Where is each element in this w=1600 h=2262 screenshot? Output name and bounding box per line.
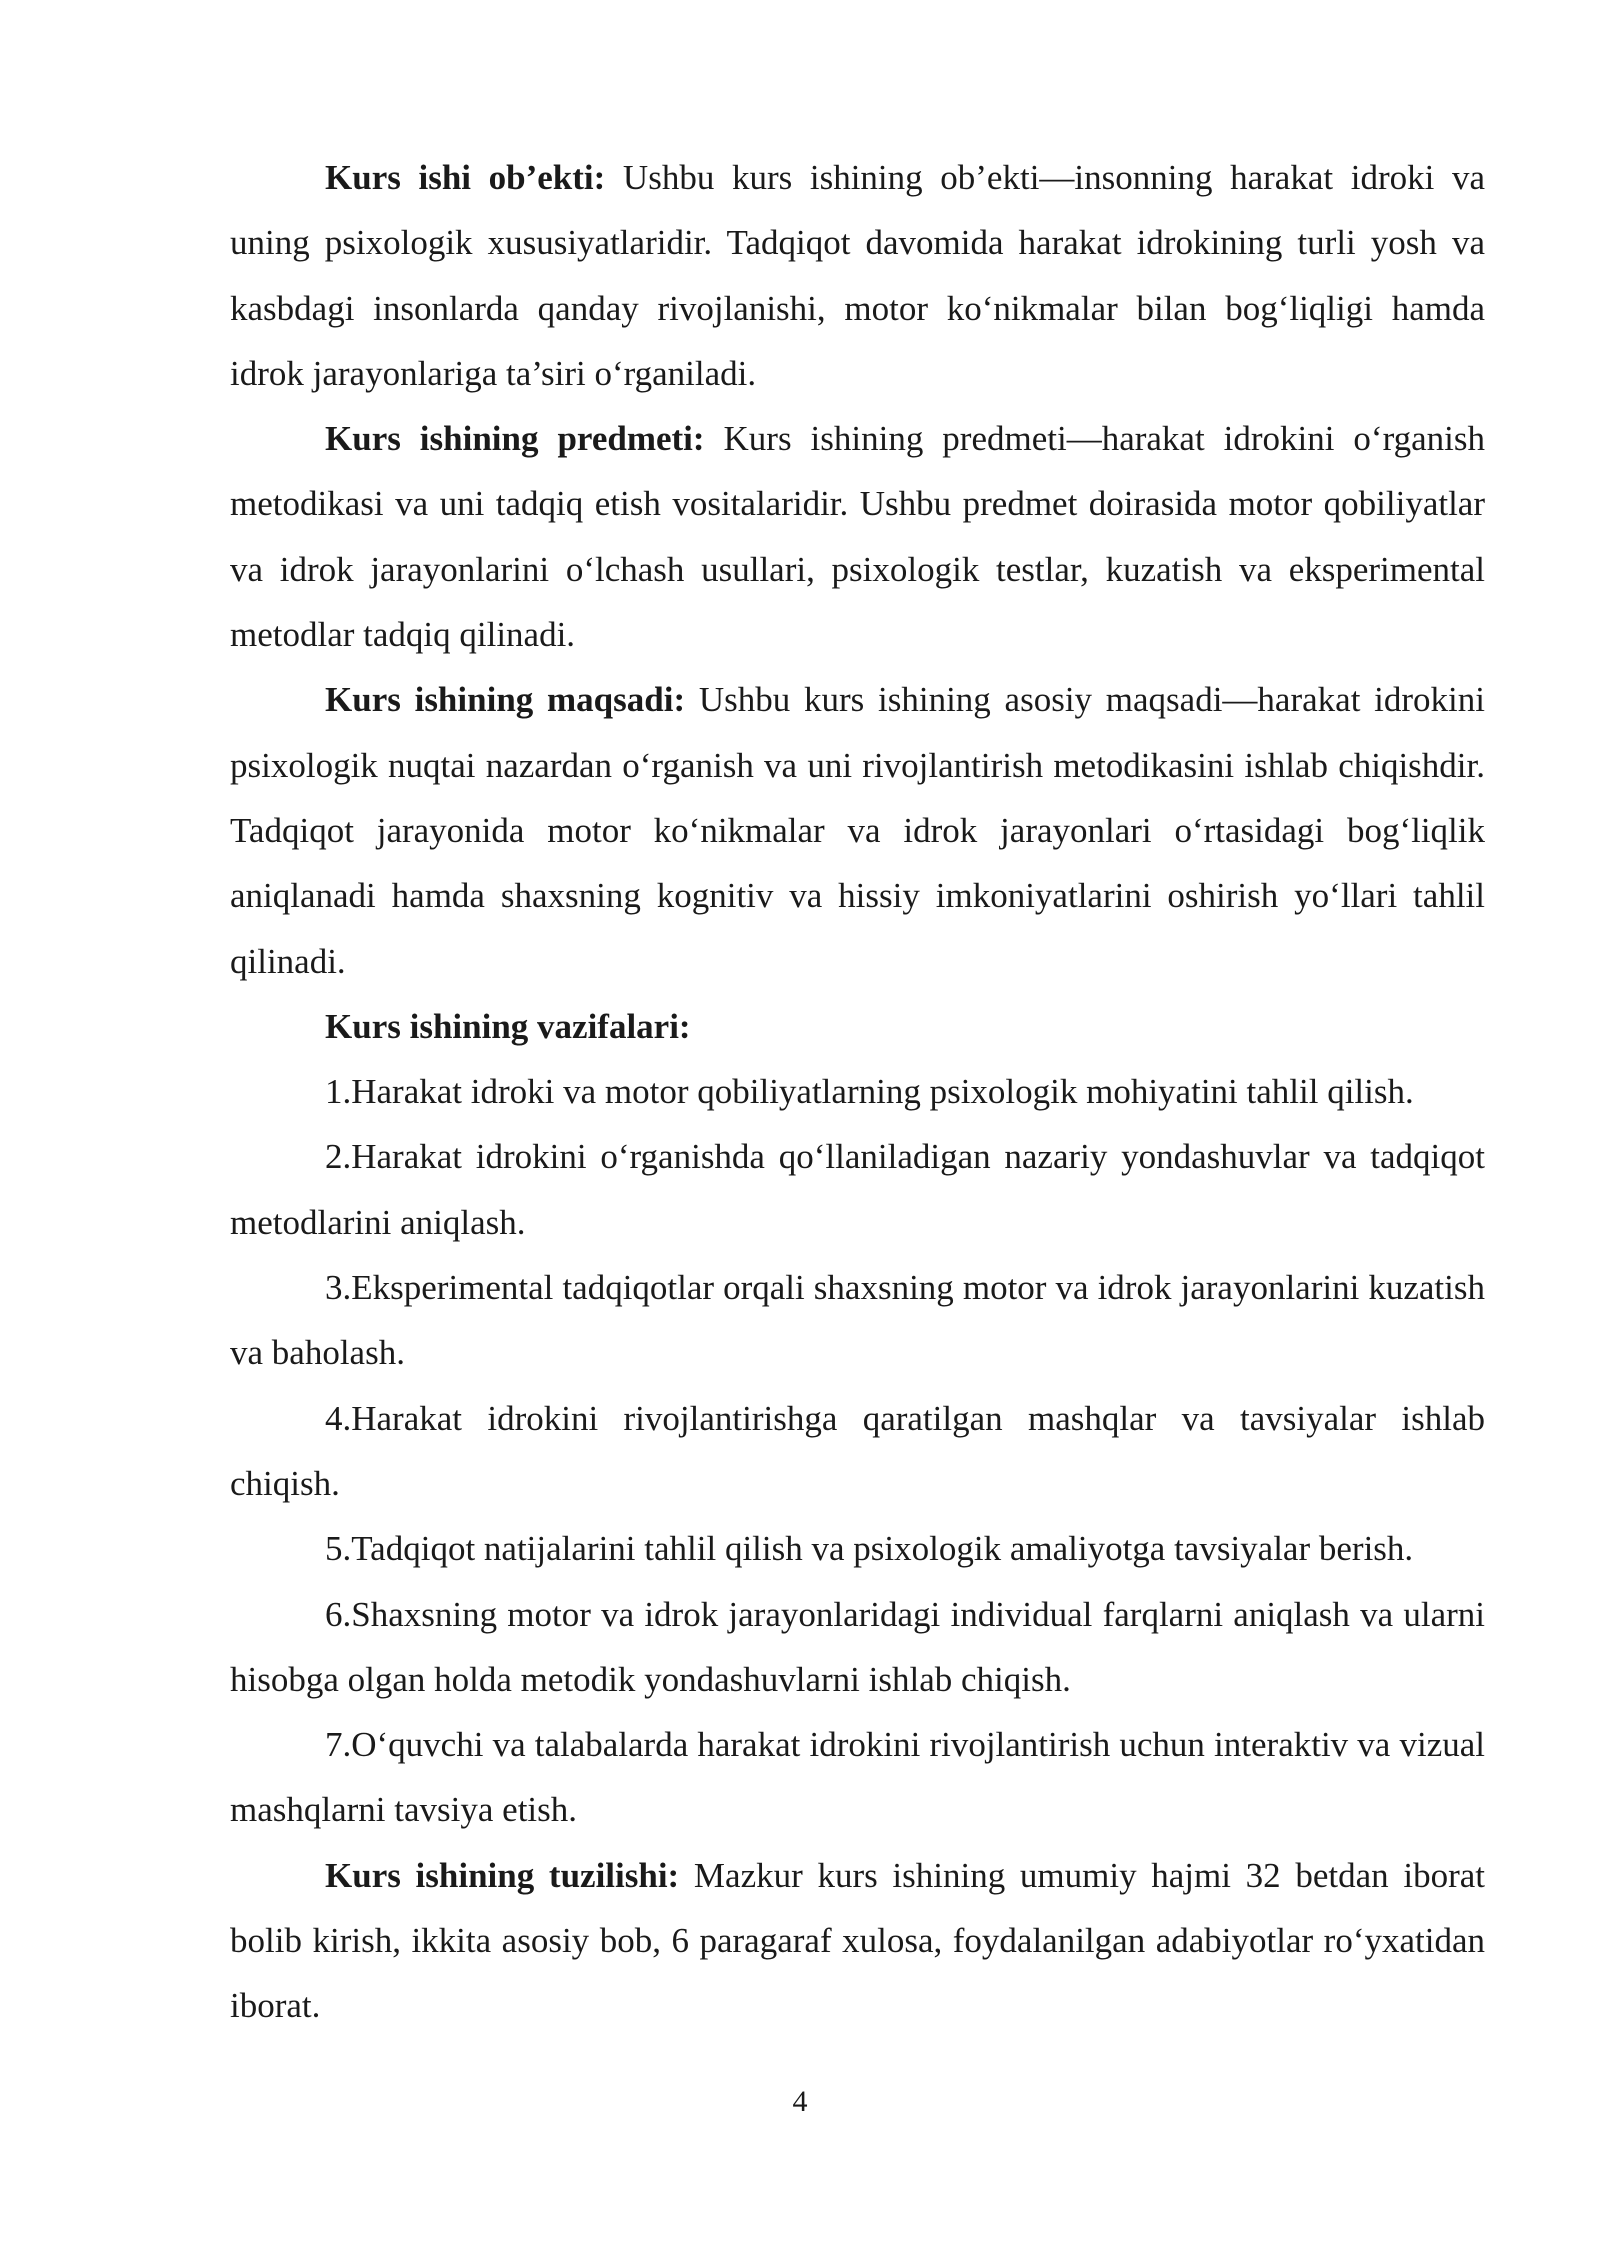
object-text: Ushbu kurs ishining ob’ekti—insonning harakat idroki va uning psixologik xususiyatlaridir. Tadqiqot davomida harakat idrokining turli yosh va kasbdagi insonlarda qanday rivojlanishi, motor ko‘nikmalar bilan bog‘liqligi hamda idrok jarayonlariga ta’siri o‘rganiladi. — [230, 158, 1485, 393]
tasks-heading: Kurs ishining vazifalari: — [325, 1006, 691, 1046]
page-number: 4 — [792, 2085, 808, 2118]
task-item-6: 6.Shaxsning motor va idrok jarayonlaridagi individual farqlarni aniqlash va ularni hisobga olgan holda metodik yondashuvlarni ishlab chiqish. — [230, 1594, 1485, 1699]
structure-label: Kurs ishining tuzilishi: — [325, 1855, 680, 1895]
task-item-7: 7.O‘quvchi va talabalarda harakat idrokini rivojlantirish uchun interaktiv va vizual mashqlarni tavsiya etish. — [230, 1725, 1485, 1830]
task-item-4: 4.Harakat idrokini rivojlantirishga qaratilgan mashqlar va tavsiyalar ishlab chiqish. — [230, 1398, 1485, 1503]
task-item-1: 1.Harakat idroki va motor qobiliyatlarning psixologik mohiyatini tahlil qilish. — [325, 1072, 1414, 1112]
goal-text: Ushbu kurs ishining asosiy maqsadi—harakat idrokini psixologik nuqtai nazardan o‘rganish va uni rivojlantirish metodikasini ishlab chiqishdir. Tadqiqot jarayonida motor ko‘nikmalar va idrok jarayonlari o‘rtasidagi bog‘liqlik aniqlanadi hamda shaxsning kognitiv va hissiy imkoniyatlarini oshirish yo‘llari tahlil qilinadi. — [230, 680, 1485, 981]
document-page — [230, 145, 1485, 2039]
object-label: Kurs ishi ob’ekti: — [325, 158, 606, 197]
subject-label: Kurs ishining predmeti: — [325, 419, 705, 459]
structure-text: Mazkur kurs ishining umumiy hajmi 32 betdan iborat bolib kirish, ikkita asosiy bob, 6 paragaraf xulosa, foydalanilgan adabiyotlar ro‘yxatidan iborat. — [230, 1855, 1485, 2026]
task-item-2: 2.Harakat idrokini o‘rganishda qo‘llaniladigan nazariy yondashuvlar va tadqiqot metodlarini aniqlash. — [230, 1137, 1485, 1242]
task-item-3: 3.Eksperimental tadqiqotlar orqali shaxsning motor va idrok jarayonlarini kuzatish va baholash. — [230, 1268, 1485, 1373]
subject-paragraph — [230, 406, 1485, 667]
structure-paragraph — [230, 1843, 1485, 2039]
task-item-5: 5.Tadqiqot natijalarini tahlil qilish va psixologik amaliyotga tavsiyalar berish. — [325, 1529, 1414, 1569]
subject-text: Kurs ishining predmeti—harakat idrokini o‘rganish metodikasi va uni tadqiq etish vositalaridir. Ushbu predmet doirasida motor qobiliyatlar va idrok jarayonlarini o‘lchash usullari, psixologik testlar, kuzatish va eksperimental metodlar tadqiq qilinadi. — [230, 419, 1485, 655]
goal-paragraph — [230, 667, 1485, 993]
goal-label: Kurs ishining maqsadi: — [325, 680, 686, 720]
object-paragraph — [230, 145, 1485, 406]
